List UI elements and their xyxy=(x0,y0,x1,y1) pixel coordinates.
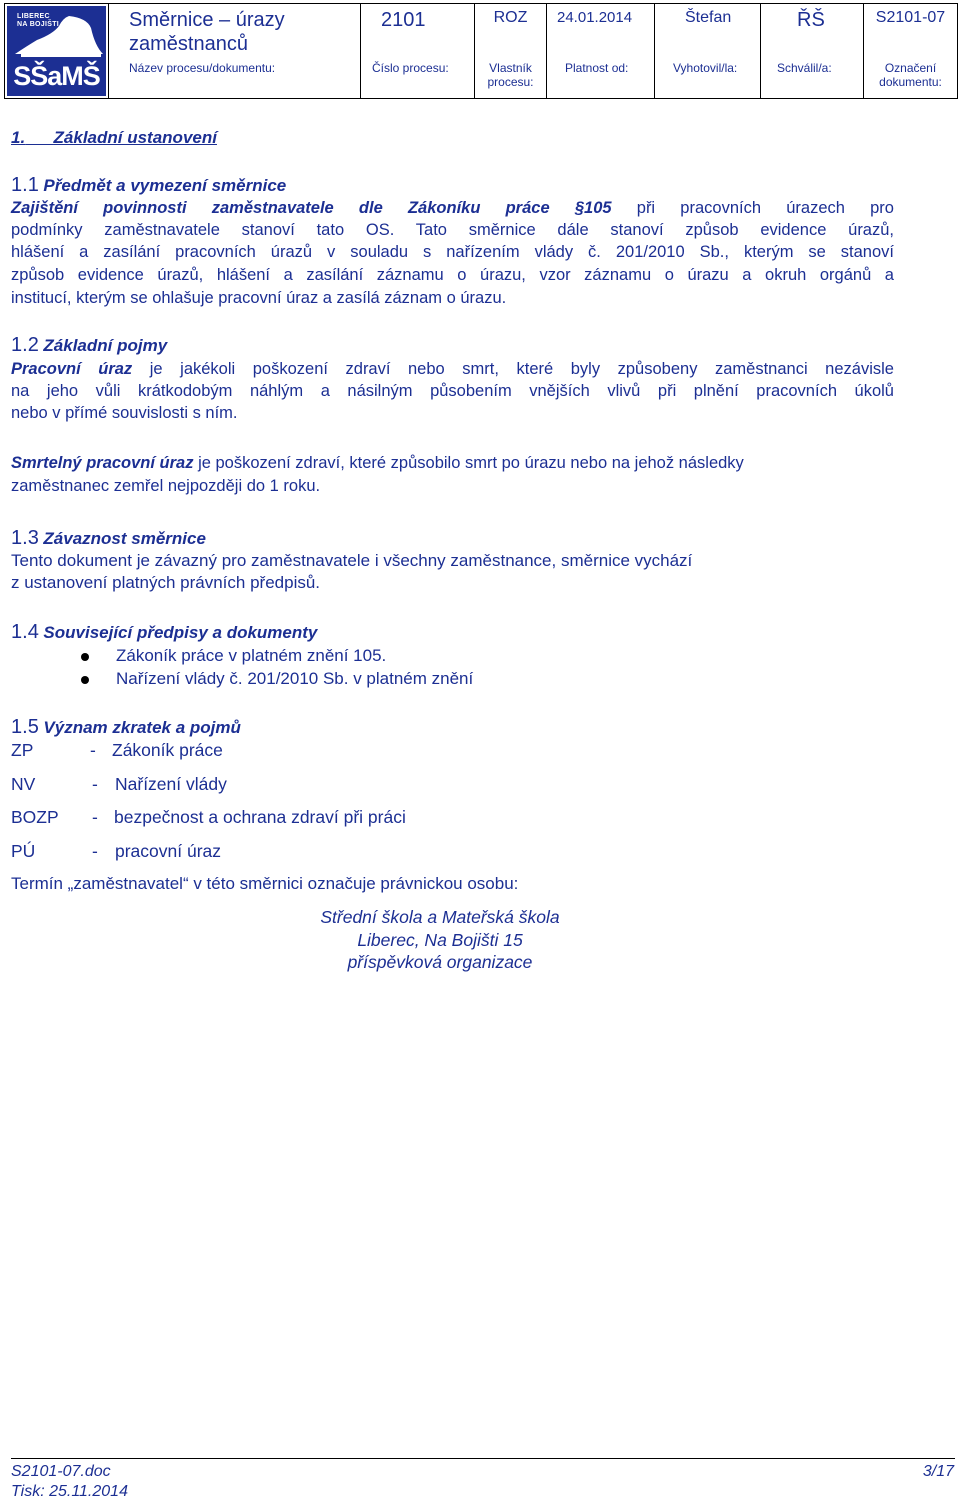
valid-from-cell xyxy=(547,4,655,98)
abbr-meaning: bezpečnost a ochrana zdraví při práci xyxy=(114,807,406,827)
bullet-icon xyxy=(81,676,89,684)
section-1-1-line-2: podmínky zaměstnavatele stanoví tato OS. Tato směrnice dále stanoví způsob evidence úrazů, xyxy=(11,221,894,239)
process-no-cell xyxy=(361,4,475,98)
approved-cell xyxy=(761,4,864,98)
section-1-2-line-5: zaměstnanec zemřel nejpozději do 1 roku. xyxy=(11,477,321,495)
section-1-4-heading: 1.4 Související předpisy a dokumenty xyxy=(11,621,318,643)
abbr-zp: ZP xyxy=(11,740,34,760)
abbr-dash: - xyxy=(92,774,98,794)
term-definition: Termín „zaměstnavatel“ v této směrnici označuje právnickou osobu: xyxy=(11,874,519,893)
section-1-1-line-5: institucí, kterým se ohlašuje pracovní úraz a zasílá záznam o úrazu. xyxy=(11,289,507,307)
section-1-heading: 1. Základní ustanovení xyxy=(11,128,217,147)
list-item: Nařízení vlády č. 201/2010 Sb. v platném znění xyxy=(116,669,474,688)
footer-divider xyxy=(11,1458,955,1459)
section-1-3-heading: 1.3 Závaznost směrnice xyxy=(11,527,206,549)
section-1-1-heading: 1.1 Předmět a vymezení směrnice xyxy=(11,174,287,196)
document-header xyxy=(4,3,958,99)
valid-from: 24.01.2014 xyxy=(557,9,633,26)
author: Štefan xyxy=(685,9,732,26)
section-1-2-line-3: nebo v přímé souvislosti s ním. xyxy=(11,404,238,422)
valid-from-label: Platnost od: xyxy=(565,61,629,75)
doc-name: Směrnice – úrazy zaměstnanců xyxy=(129,9,285,55)
abbr-dash: - xyxy=(90,740,96,760)
owner-cell xyxy=(475,4,547,98)
org-line-1: Střední škola a Mateřská škola xyxy=(320,907,560,927)
owner-label: Vlastník procesu: xyxy=(487,61,534,89)
section-1-2-line-4: Smrtelný pracovní úraz je poškození zdraví, které způsobilo smrt po úrazu nebo na jehož následky xyxy=(11,454,744,472)
section-1-1-line-3: hlášení a zasílání pracovních úrazů v souladu s nařízením vlády č. 201/2010 Sb., kterým se stanoví xyxy=(11,243,894,261)
logo-top-text: LIBEREC NA BOJIŠTI xyxy=(17,13,60,28)
process-no: 2101 xyxy=(381,9,426,31)
logo-bottom-text: SŠaMŠ xyxy=(13,61,100,91)
section-1-1-line-4: způsob evidence úrazů, hlášení a zasílání záznamu o úrazu, vzor záznamu o úrazu a okruh orgánů a xyxy=(11,266,894,284)
author-label: Vyhotovil/la: xyxy=(673,61,738,75)
doc-code: S2101-07 xyxy=(875,9,946,26)
approved-label: Schválil/a: xyxy=(777,61,832,75)
abbr-dash: - xyxy=(92,841,98,861)
footer-print-date: Tisk: 25.11.2014 xyxy=(11,1483,128,1500)
org-line-2: Liberec, Na Bojišti 15 xyxy=(357,930,523,950)
abbr-nv: NV xyxy=(11,774,36,794)
abbr-pu: PÚ xyxy=(11,841,36,861)
abbr-meaning: pracovní úraz xyxy=(115,841,222,861)
school-logo xyxy=(7,6,106,96)
section-1-3-line-1: Tento dokument je závazný pro zaměstnavatele i všechny zaměstnance, směrnice vychází xyxy=(11,551,693,570)
owner: ROZ xyxy=(493,9,528,26)
code-cell xyxy=(864,4,957,98)
abbr-meaning: Zákoník práce xyxy=(112,740,223,760)
author-cell xyxy=(655,4,761,98)
paragraph-symbol: § xyxy=(574,199,585,217)
list-item: Zákoník práce v platném znění 105. xyxy=(116,646,387,665)
abbr-meaning: Nařízení vlády xyxy=(115,774,227,794)
bullet-icon xyxy=(81,653,89,661)
footer-page-number: 3/17 xyxy=(922,1463,954,1480)
doc-code-label: Označení dokumentu: xyxy=(879,61,942,89)
footer-filename: S2101-07.doc xyxy=(11,1463,111,1480)
org-line-3: příspěvková organizace xyxy=(347,952,533,972)
doc-name-cell xyxy=(109,4,361,98)
logo-cell xyxy=(5,4,109,98)
abbr-bozp: BOZP xyxy=(11,807,59,827)
section-1-5-heading: 1.5 Význam zkratek a pojmů xyxy=(11,716,241,738)
doc-name-label: Název procesu/dokumentu: xyxy=(129,61,276,75)
section-1-2-line-1: Pracovní úraz je jakékoli poškození zdraví nebo smrt, které byly způsobeny zaměstnanci nezávisle xyxy=(11,360,894,378)
section-1-1-line-1: Zajištění povinnosti zaměstnavatele dle Zákoníku práce §105 při pracovních úrazech pro xyxy=(11,199,894,217)
abbr-dash: - xyxy=(92,807,98,827)
section-1-2-line-2: na jeho vůli krátkodobým náhlým a násilným působením vnějších vlivů při plnění pracovních úkolů xyxy=(11,382,894,400)
approved: ŘŠ xyxy=(797,9,825,31)
section-1-2-heading: 1.2 Základní pojmy xyxy=(11,334,168,356)
section-1-3-line-2: z ustanovení platných právních předpisů. xyxy=(11,573,321,592)
process-no-label: Číslo procesu: xyxy=(372,61,449,75)
